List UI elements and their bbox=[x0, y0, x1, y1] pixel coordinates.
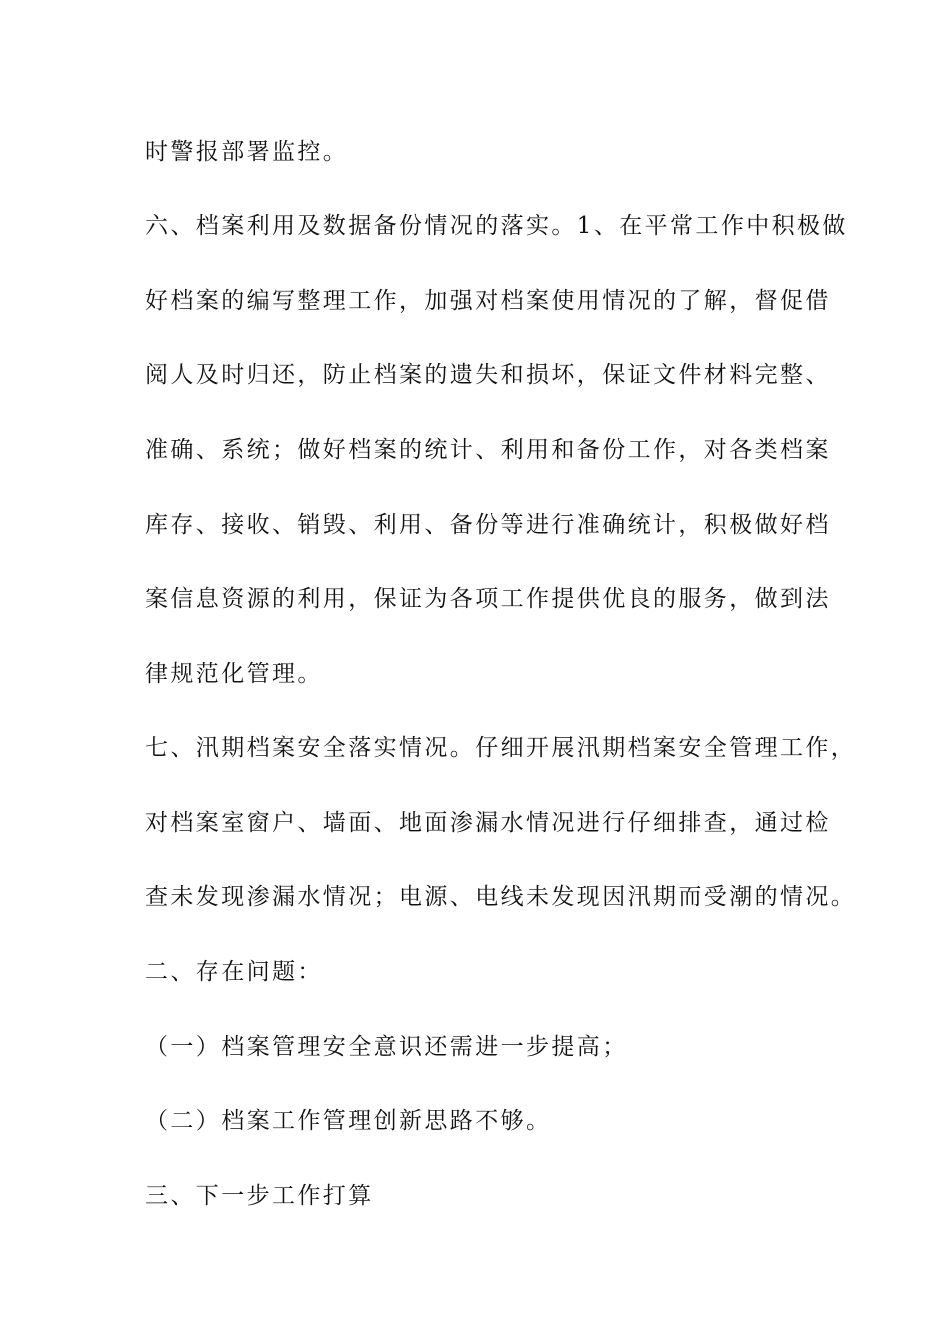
section-heading-next-steps: 三、下一步工作打算 bbox=[145, 1183, 374, 1209]
text-line-7: 案信息资源的利用，保证为各项工作提供优良的服务，做到法 bbox=[145, 586, 831, 612]
list-item-1: （一）档案管理安全意识还需进一步提高； bbox=[145, 1034, 628, 1060]
list-item-2: （二）档案工作管理创新思路不够。 bbox=[145, 1108, 552, 1134]
text-line-5: 准确、系统；做好档案的统计、利用和备份工作，对各类档案 bbox=[145, 437, 831, 463]
text-line-4: 阅人及时归还，防止档案的遗失和损坏，保证文件材料完整、 bbox=[145, 362, 831, 388]
text-line-9: 七、汛期档案安全落实情况。仔细开展汛期档案安全管理工作， bbox=[145, 735, 857, 761]
section-heading-problems: 二、存在问题： bbox=[145, 959, 323, 985]
text-line-8: 律规范化管理。 bbox=[145, 661, 323, 687]
text-line-2: 六、档案利用及数据备份情况的落实。1、在平常工作中积极做 bbox=[145, 213, 848, 239]
text-line-11: 查未发现渗漏水情况；电源、电线未发现因汛期而受潮的情况。 bbox=[145, 884, 857, 910]
text-line-1: 时警报部署监控。 bbox=[145, 139, 349, 165]
text-line-3: 好档案的编写整理工作，加强对档案使用情况的了解，督促借 bbox=[145, 288, 831, 314]
text-line-6: 库存、接收、销毁、利用、备份等进行准确统计，积极做好档 bbox=[145, 512, 831, 538]
text-line-10: 对档案室窗户、墙面、地面渗漏水情况进行仔细排查，通过检 bbox=[145, 810, 831, 836]
